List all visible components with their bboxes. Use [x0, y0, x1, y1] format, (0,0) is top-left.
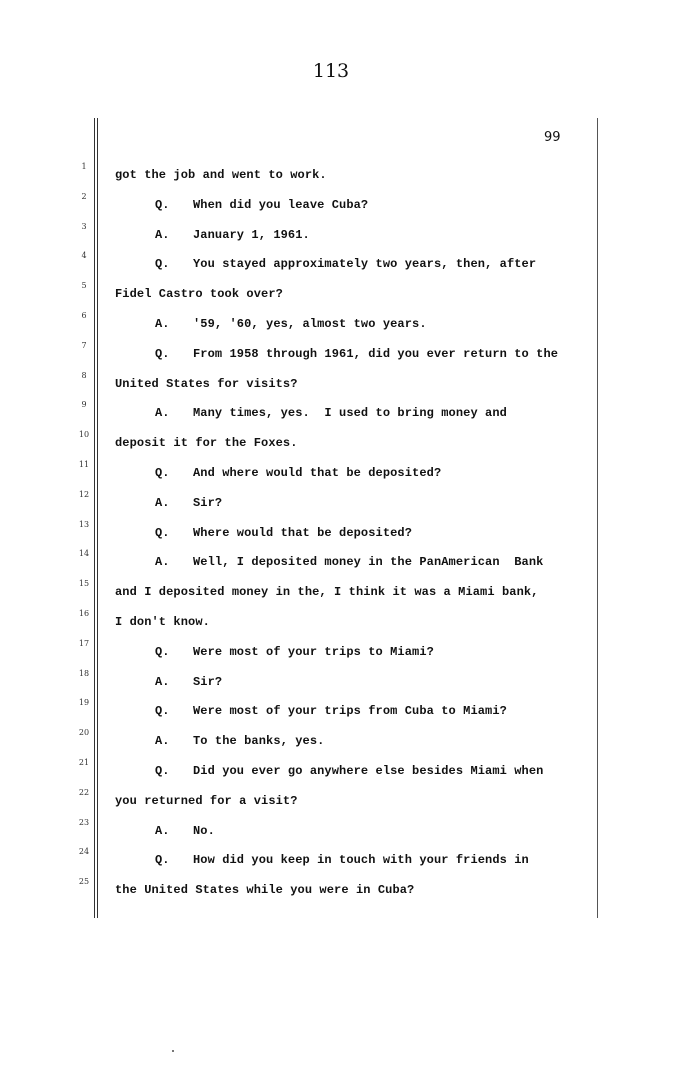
line-text [155, 675, 222, 689]
line-content: You stayed approximately two years, then, after [193, 257, 537, 272]
scan-speck [172, 1050, 174, 1052]
line-text [155, 466, 441, 480]
speaker-label: Q. [155, 644, 170, 659]
transcript-line [78, 668, 594, 695]
line-text [155, 704, 507, 718]
line-number: 21 [78, 758, 90, 767]
line-content: Well, I deposited money in the PanAmerican Bank [193, 555, 544, 570]
speaker-label: A. [155, 555, 170, 570]
transcript-line [81, 281, 594, 307]
line-text [155, 734, 324, 748]
line-content: And where would that be deposited? [193, 466, 442, 480]
line-number: 18 [78, 668, 90, 678]
transcript-line [81, 400, 594, 426]
line-content: From 1958 through 1961, did you ever return to the [193, 346, 559, 361]
transcript-line [81, 311, 594, 337]
transcript-line [78, 758, 594, 784]
line-text [155, 824, 215, 838]
line-content: I don't know. [115, 615, 210, 629]
transcript-line [78, 519, 594, 546]
line-number: 6 [81, 311, 87, 320]
line-text [155, 257, 536, 271]
line-number: 8 [81, 370, 87, 380]
line-content: January 1, 1961. [193, 227, 310, 242]
line-text [155, 347, 558, 361]
line-content: the United States while you were in Cuba? [115, 883, 415, 898]
line-number: 12 [78, 489, 90, 499]
right-margin-rule [597, 118, 598, 918]
speaker-label: Q. [155, 853, 170, 868]
line-text [115, 615, 210, 629]
line-number: 7 [81, 340, 87, 350]
line-content: Were most of your trips to Miami? [193, 644, 434, 659]
line-text [115, 168, 327, 182]
transcript-line [78, 549, 594, 575]
line-text [155, 198, 368, 212]
line-number: 22 [78, 787, 90, 797]
line-text [115, 585, 538, 599]
line-content: got the job and went to work. [115, 168, 327, 182]
line-content: deposit it for the Foxes. [115, 436, 298, 451]
line-number: 11 [78, 460, 90, 469]
speaker-label: Q. [155, 764, 170, 778]
line-number: 16 [78, 609, 90, 618]
transcript-line [78, 698, 594, 724]
line-number: 24 [78, 847, 90, 857]
speaker-label: A. [155, 495, 170, 510]
speaker-label: A. [155, 823, 170, 838]
line-text [155, 555, 543, 569]
transcript-line [81, 251, 594, 277]
line-text [115, 794, 298, 808]
speaker-label: Q. [155, 197, 170, 212]
line-text [155, 496, 222, 510]
line-number: 17 [78, 638, 90, 648]
line-number: 2 [81, 191, 87, 201]
line-text [155, 228, 310, 242]
transcript-line [81, 370, 594, 397]
line-content: and I deposited money in the, I think it was a Miami bank, [115, 585, 539, 600]
line-content: Fidel Castro took over? [115, 287, 283, 302]
transcript-line [81, 191, 594, 218]
line-content: No. [193, 823, 215, 838]
speaker-label: Q. [155, 346, 170, 361]
transcript-line [78, 609, 594, 635]
speaker-label: Q. [155, 525, 170, 540]
transcript-page-number: 99 [544, 130, 561, 145]
line-content: Sir? [193, 674, 223, 689]
line-text [155, 645, 434, 659]
line-text [115, 287, 283, 301]
line-number: 23 [78, 817, 90, 827]
speaker-label: Q. [155, 704, 170, 719]
line-text [155, 526, 412, 540]
transcript-line [81, 221, 594, 248]
line-content: How did you keep in touch with your friends in [193, 853, 529, 868]
transcript-line [78, 877, 594, 903]
line-content: you returned for a visit? [115, 793, 298, 808]
line-text [155, 764, 543, 778]
line-content: When did you leave Cuba? [193, 197, 369, 212]
line-number: 15 [78, 579, 90, 589]
line-text [115, 883, 414, 897]
speaker-label: A. [155, 674, 170, 689]
line-number: 14 [78, 549, 90, 559]
line-content: To the banks, yes. [193, 734, 325, 749]
line-number: 13 [78, 519, 90, 529]
transcript-line [78, 638, 594, 665]
outer-page-number: 113 [312, 60, 350, 82]
line-number: 25 [78, 877, 90, 887]
line-content: Sir? [193, 495, 223, 510]
line-content: Many times, yes. I used to bring money and [193, 406, 507, 421]
transcript-line [81, 340, 594, 367]
line-text [155, 317, 427, 331]
transcript-page [78, 118, 598, 918]
line-number: 19 [78, 698, 90, 708]
line-content: United States for visits? [115, 376, 298, 391]
transcript-line [78, 489, 594, 516]
line-text [115, 436, 298, 450]
transcript-line [78, 817, 594, 844]
transcript-line [78, 847, 594, 873]
line-number: 1 [81, 162, 87, 171]
transcript-line [78, 430, 594, 456]
line-text [155, 853, 529, 867]
transcript-line [78, 728, 594, 754]
line-content: Where would that be deposited? [193, 525, 413, 540]
speaker-label: A. [155, 406, 170, 421]
speaker-label: Q. [155, 257, 170, 272]
line-content: '59, '60, yes, almost two years. [193, 317, 427, 331]
line-number: 5 [81, 281, 87, 291]
transcript-line [78, 787, 594, 814]
line-number: 4 [81, 251, 87, 261]
line-number: 3 [81, 221, 87, 231]
line-number: 10 [78, 430, 90, 440]
line-content: Did you ever go anywhere else besides Miami when [193, 764, 544, 778]
line-text [155, 406, 507, 420]
line-text [115, 377, 298, 391]
line-content: Were most of your trips from Cuba to Miami? [193, 704, 507, 719]
line-number: 20 [78, 728, 90, 738]
transcript-line [81, 162, 594, 188]
speaker-label: A. [155, 317, 170, 331]
transcript-line [78, 460, 594, 486]
line-number: 9 [81, 400, 87, 410]
transcript-line [78, 579, 594, 605]
speaker-label: Q. [155, 466, 170, 480]
speaker-label: A. [155, 227, 170, 242]
speaker-label: A. [155, 734, 170, 749]
